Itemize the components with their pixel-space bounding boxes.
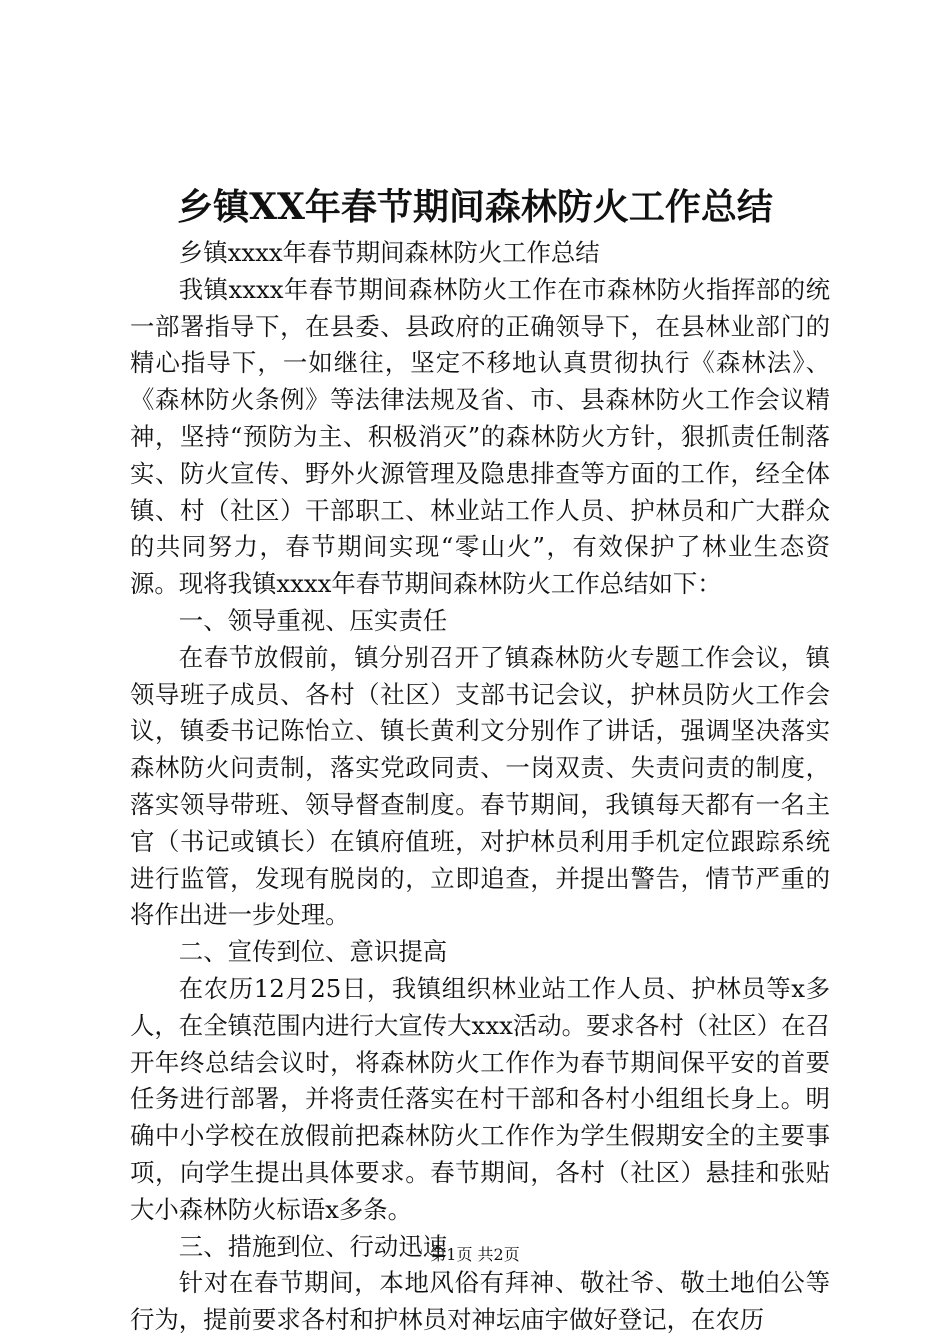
paragraph-subtitle: 乡镇xxxx年春节期间森林防火工作总结 [178, 238, 600, 267]
paragraph-intro: 我镇xxxx年春节期间森林防火工作在市森林防火指挥部的统一部署指导下，在县委、县政府的正确领导下，在县林业部门的精心指导下，一如继往，坚定不移地认真贯彻执行《森林法》、《森林防火条例》等法律法规及省、市、县森林防火工作会议精神，坚持“预防为主、积极消灭”的森林防火方针，狠抓责任制落实、防火宣传、野外火源管理及隐患排查等方面的工作，经全体镇、村（社区）干部职工、林业站工作人员、护林员和广大群众的共同努力，春节期间实现“零山火”，有效保护了林业生态资源。现将我镇xxxx年春节期间森林防火工作总结如下： [130, 274, 830, 599]
section-heading-1: 一、领导重视、压实责任 [178, 605, 448, 635]
section-heading-3: 三、措施到位、行动迅速 [178, 1231, 448, 1261]
paragraph-section-2: 在农历12月25日，我镇组织林业站工作人员、护林员等x多人，在全镇范围内进行大宣传大xxx活动。要求各村（社区）在召开年终总结会议时，将森林防火工作作为春节期间保平安的首要任务进行部署，并将责任落实在村干部和各村小组组长身上。明确中小学校在放假前把森林防火工作作为学生假期安全的主要事项，向学生提出具体要求。春节期间，各村（社区）悬挂和张贴大小森林防火标语x多条。 [130, 973, 830, 1224]
paragraph-section-1: 在春节放假前，镇分别召开了镇森林防火专题工作会议，镇领导班子成员、各村（社区）支部书记会议，护林员防火工作会议，镇委书记陈怡立、镇长黄利文分别作了讲话，强调坚决落实森林防火问责制，落实党政同责、一岗双责、失责问责的制度，落实领导带班、领导督查制度。春节期间，我镇每天都有一名主官（书记或镇长）在镇府值班，对护林员利用手机定位跟踪系统进行监管，发现有脱岗的，立即追查，并提出警告，情节严重的将作出进一步处理。 [130, 642, 830, 930]
section-heading-2: 二、宣传到位、意识提高 [178, 937, 448, 967]
page-footer: 第1页 共2页 [430, 1245, 520, 1264]
paragraph-section-3: 针对在春节期间，本地风俗有拜神、敬社爷、敬土地伯公等行为，提前要求各村和护林员对神坛庙宇做好登记，在农历 [130, 1268, 830, 1335]
document-body [130, 235, 830, 1339]
document-title: 乡镇XX年春节期间森林防火工作总结 [177, 186, 773, 228]
